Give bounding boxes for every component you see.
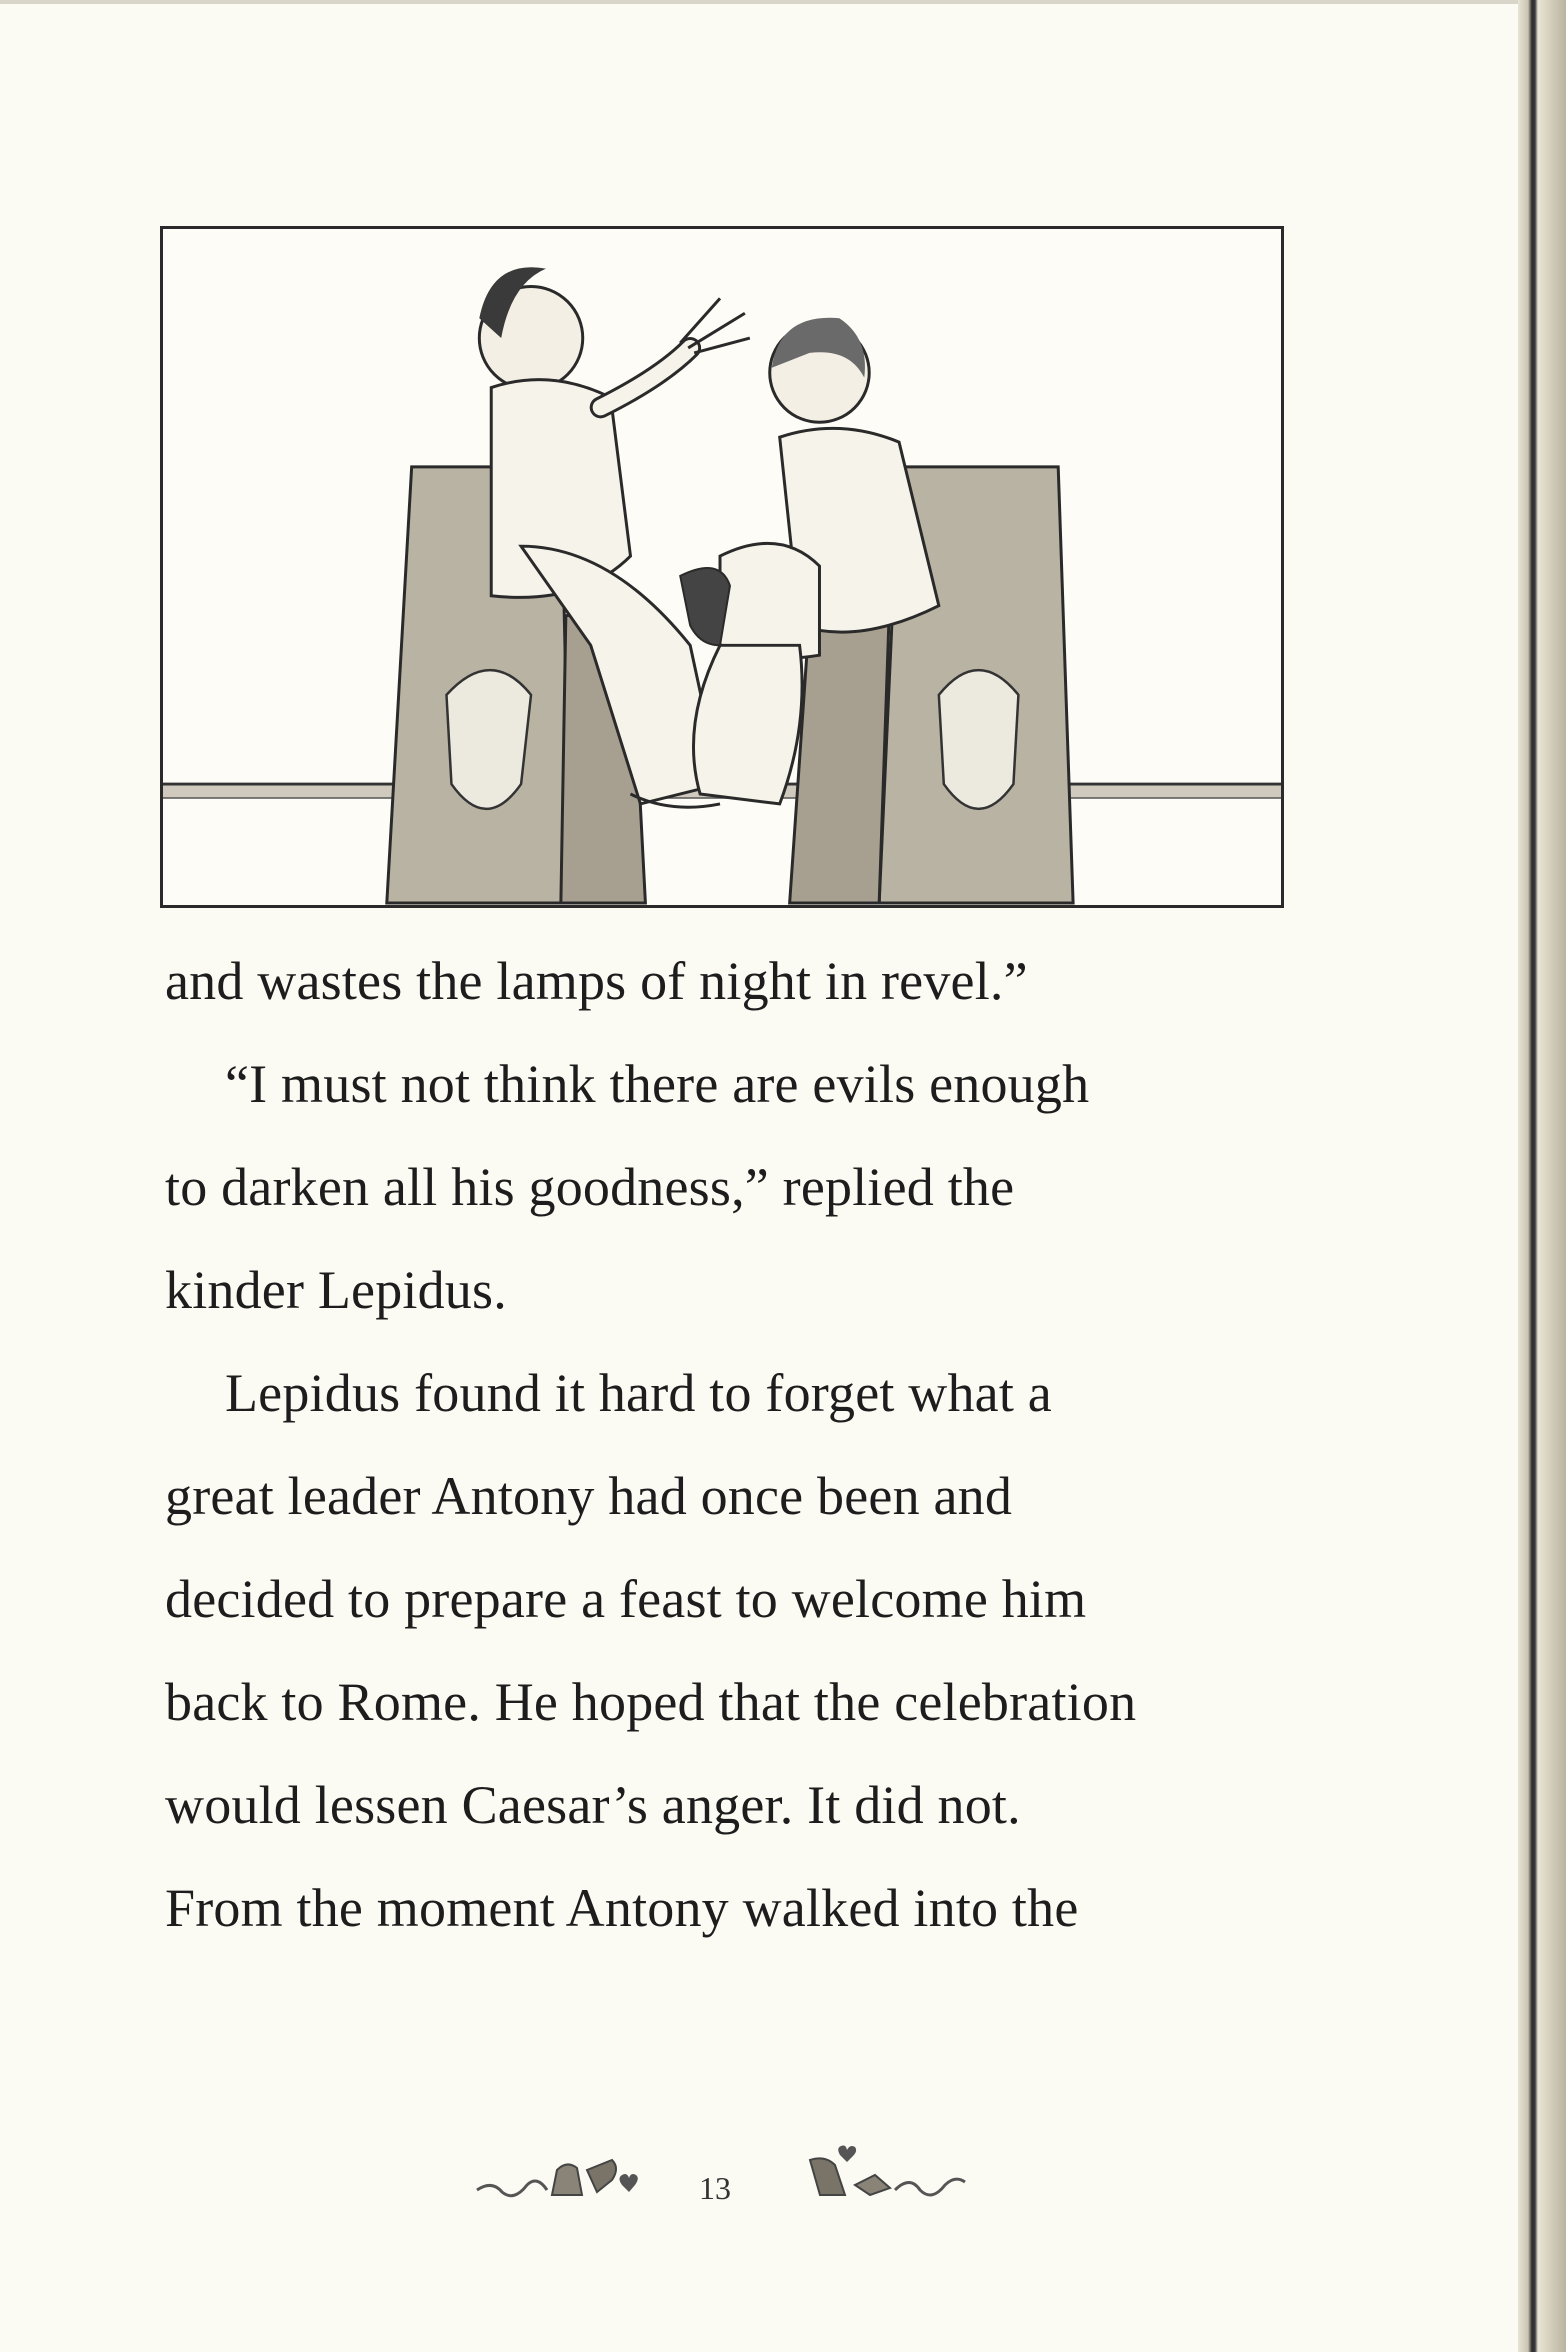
bird-heart-snake-ornament-icon: [800, 2140, 970, 2210]
text-line: decided to prepare a feast to welcome him: [165, 1569, 1087, 1629]
text-line: back to Rome. He hoped that the celebration: [165, 1672, 1137, 1732]
page-number: 13: [699, 2170, 731, 2206]
text-line: Lepidus found it hard to forget what a: [225, 1363, 1052, 1423]
text-line: “I must not think there are evils enough: [225, 1054, 1090, 1114]
page-top-edge: [0, 0, 1518, 4]
text-line: to darken all his goodness,” replied the: [165, 1157, 1015, 1217]
page-footer: [0, 2120, 1518, 2206]
two-romans-seated-illustration: [160, 226, 1284, 908]
text-line: kinder Lepidus.: [165, 1260, 507, 1320]
text-line: and wastes the lamps of night in revel.”: [165, 951, 1028, 1011]
book-spine-edge: [1518, 0, 1566, 2352]
text-line: would lessen Caesar’s anger. It did not.: [165, 1775, 1021, 1835]
text-line: From the moment Antony walked into the: [165, 1878, 1079, 1938]
story-text: [165, 930, 1285, 1960]
paragraph-2: [165, 1033, 1285, 1342]
paragraph-3: [165, 1342, 1285, 1960]
text-line: great leader Antony had once been and: [165, 1466, 1013, 1526]
paragraph-1: [165, 930, 1285, 1033]
snake-bird-heart-ornament-icon: [472, 2140, 642, 2210]
